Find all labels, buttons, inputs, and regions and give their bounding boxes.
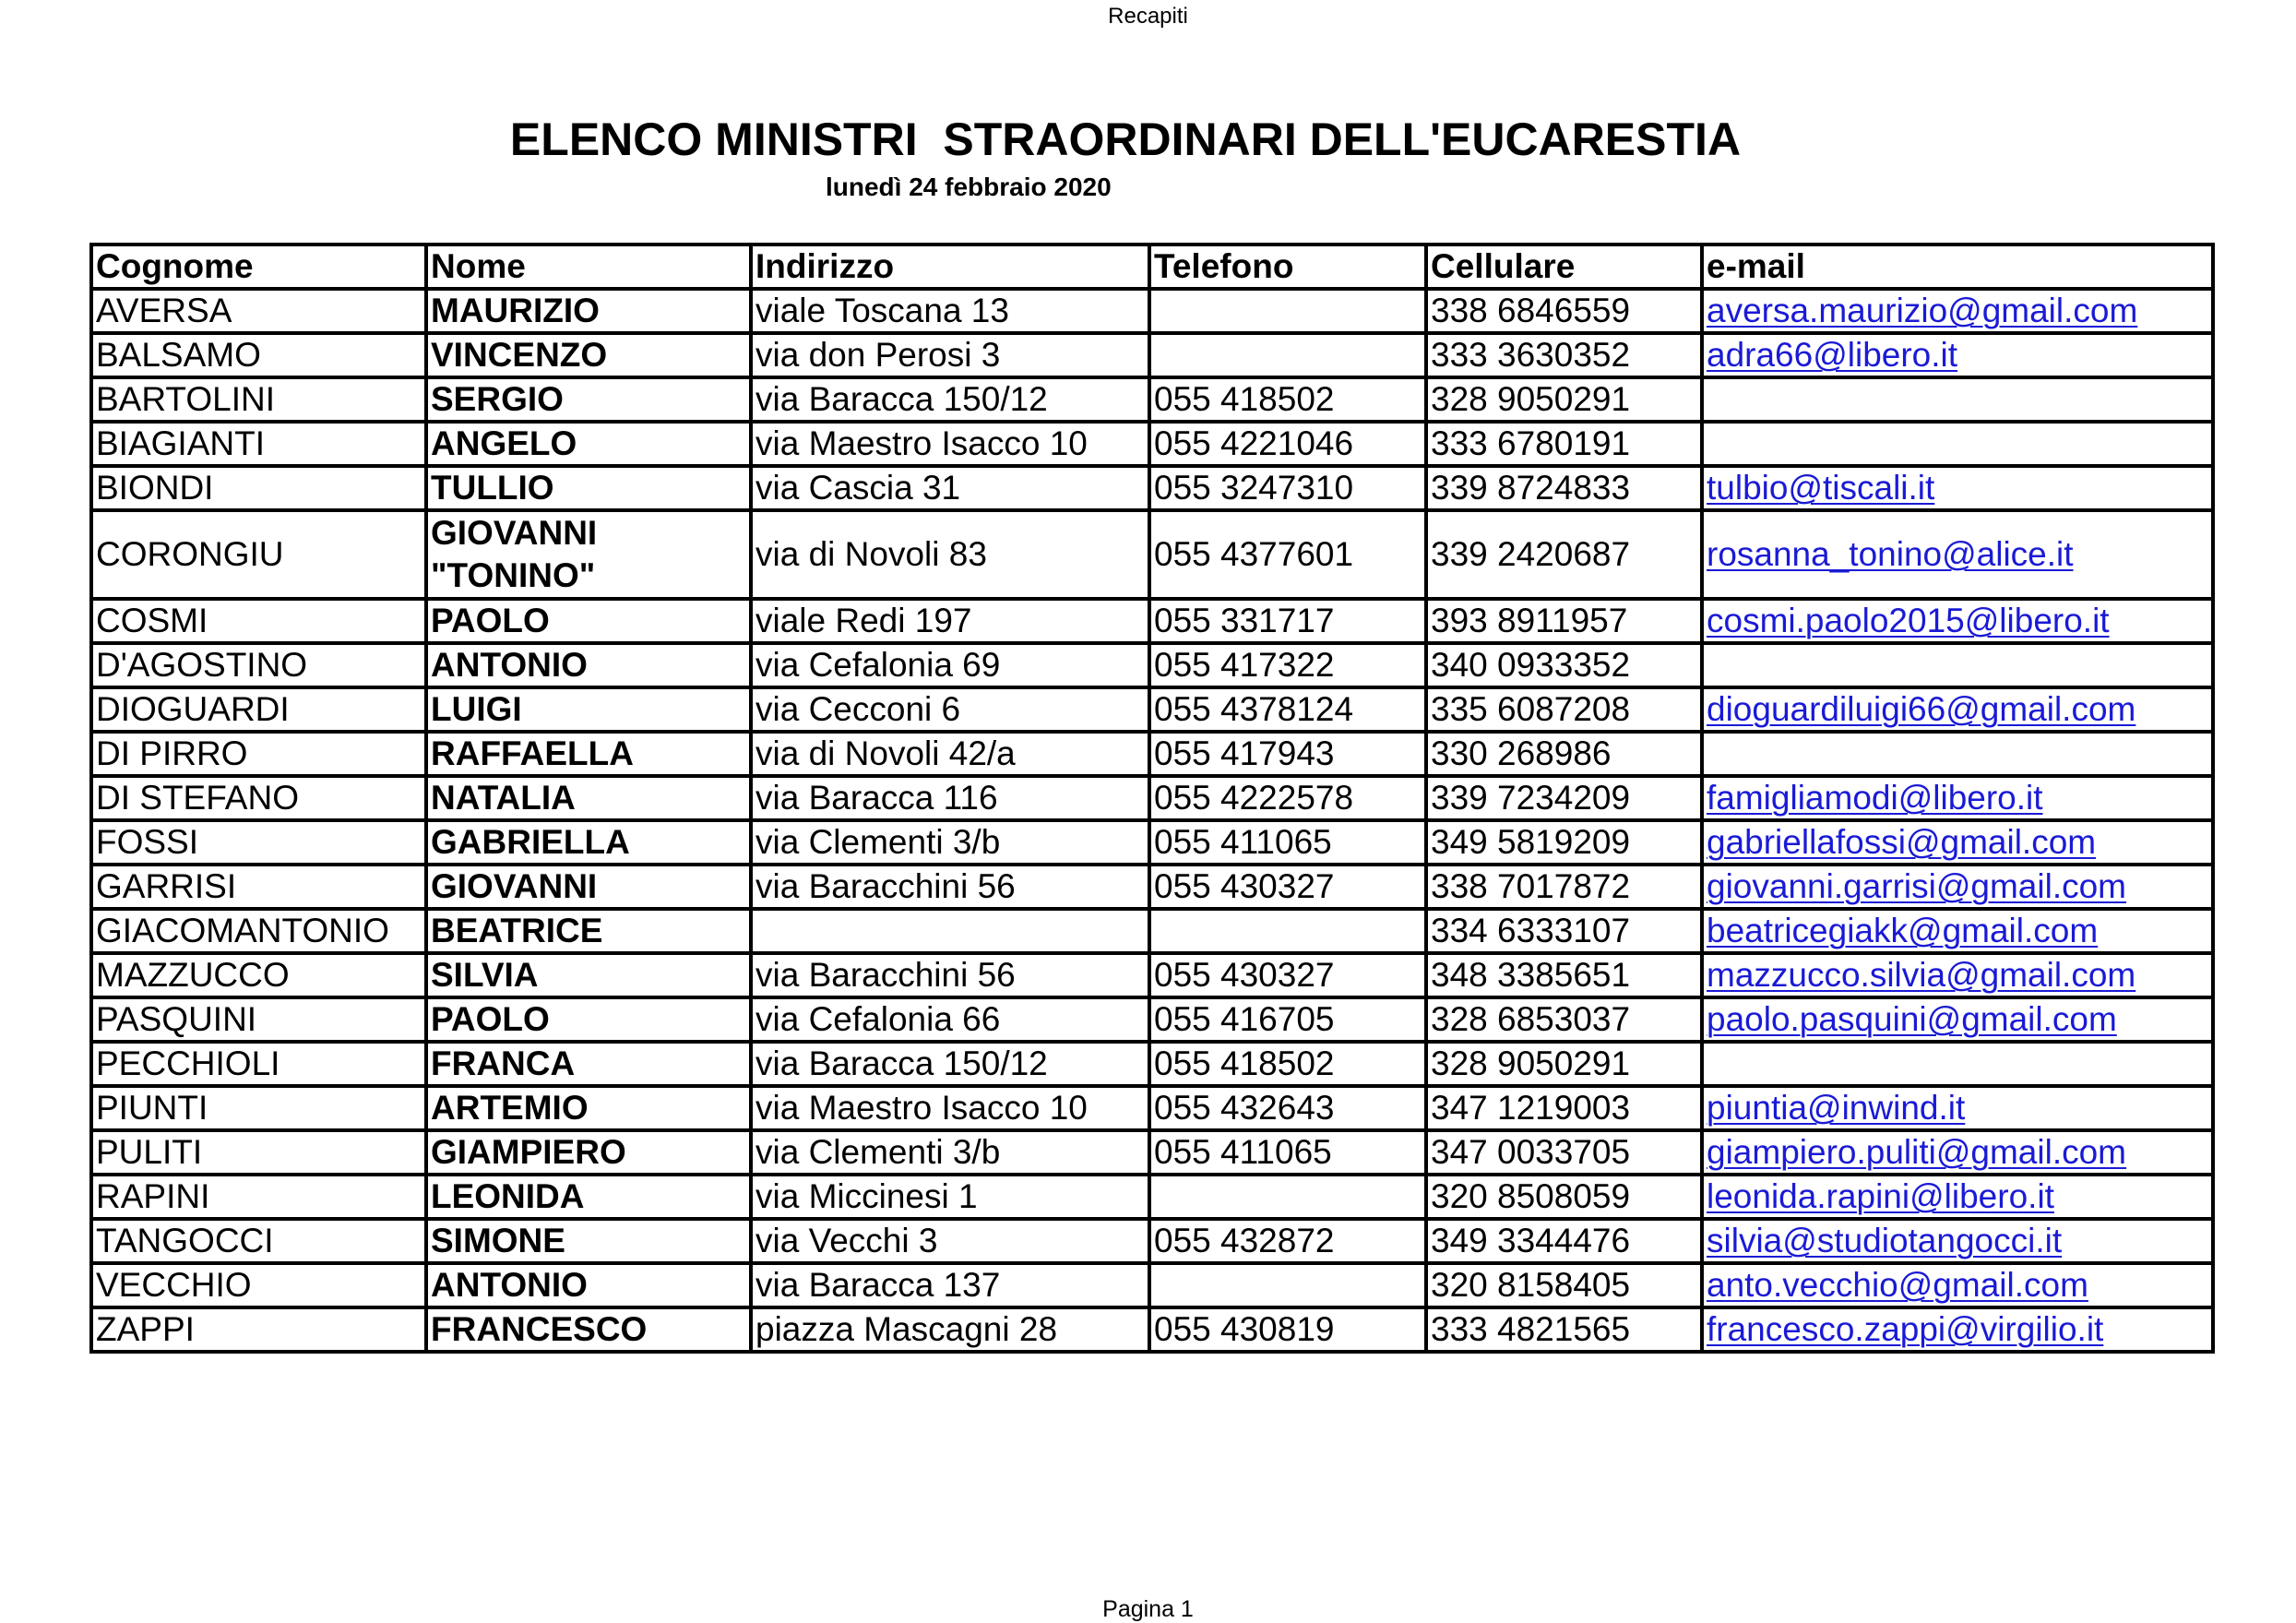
cell-cellulare: 393 8911957	[1426, 599, 1702, 643]
cell-cognome: FOSSI	[91, 820, 426, 865]
cell-nome: PAOLO	[426, 599, 751, 643]
table-row	[91, 1307, 2213, 1352]
cell-cognome: PIUNTI	[91, 1086, 426, 1130]
cell-cognome: PECCHIOLI	[91, 1042, 426, 1086]
cell-cellulare: 328 6853037	[1426, 997, 1702, 1042]
cell-email[interactable]: beatricegiakk@gmail.com	[1702, 909, 2213, 953]
cell-cognome: BIONDI	[91, 466, 426, 510]
cell-nome: ANGELO	[426, 422, 751, 466]
cell-email[interactable]: mazzucco.silvia@gmail.com	[1702, 953, 2213, 997]
cell-nome: NATALIA	[426, 776, 751, 820]
cell-nome: PAOLO	[426, 997, 751, 1042]
cell-indirizzo: via di Novoli 42/a	[751, 732, 1149, 776]
cell-cellulare: 320 8158405	[1426, 1263, 1702, 1307]
cell-indirizzo: via Baracchini 56	[751, 865, 1149, 909]
cell-email[interactable]: silvia@studiotangocci.it	[1702, 1219, 2213, 1263]
cell-email	[1702, 643, 2213, 687]
cell-email[interactable]: rosanna_tonino@alice.it	[1702, 510, 2213, 599]
table-row	[91, 1086, 2213, 1130]
column-header-cellulare: Cellulare	[1426, 245, 1702, 289]
cell-email[interactable]: francesco.zappi@virgilio.it	[1702, 1307, 2213, 1352]
cell-email	[1702, 732, 2213, 776]
cell-cognome: PULITI	[91, 1130, 426, 1175]
cell-cellulare: 335 6087208	[1426, 687, 1702, 732]
contacts-table	[89, 243, 2215, 1354]
table-row	[91, 1042, 2213, 1086]
cell-cognome: BIAGIANTI	[91, 422, 426, 466]
cell-nome: SILVIA	[426, 953, 751, 997]
cell-telefono	[1149, 1175, 1426, 1219]
cell-nome: GIOVANNI "TONINO"	[426, 510, 751, 599]
cell-cognome: TANGOCCI	[91, 1219, 426, 1263]
cell-indirizzo: viale Redi 197	[751, 599, 1149, 643]
cell-telefono	[1149, 909, 1426, 953]
cell-email[interactable]: gabriellafossi@gmail.com	[1702, 820, 2213, 865]
table-row	[91, 643, 2213, 687]
cell-cognome: ZAPPI	[91, 1307, 426, 1352]
cell-indirizzo: via Baracca 137	[751, 1263, 1149, 1307]
cell-cellulare: 320 8508059	[1426, 1175, 1702, 1219]
cell-telefono: 055 4222578	[1149, 776, 1426, 820]
cell-cognome: DIOGUARDI	[91, 687, 426, 732]
cell-nome: LEONIDA	[426, 1175, 751, 1219]
cell-indirizzo: via Baracca 150/12	[751, 377, 1149, 422]
cell-telefono: 055 430327	[1149, 865, 1426, 909]
cell-cellulare: 348 3385651	[1426, 953, 1702, 997]
cell-nome: FRANCESCO	[426, 1307, 751, 1352]
column-header-telefono: Telefono	[1149, 245, 1426, 289]
cell-email[interactable]: aversa.maurizio@gmail.com	[1702, 289, 2213, 333]
cell-cognome: VECCHIO	[91, 1263, 426, 1307]
table-row	[91, 997, 2213, 1042]
cell-indirizzo: via Cefalonia 66	[751, 997, 1149, 1042]
cell-email[interactable]: adra66@libero.it	[1702, 333, 2213, 377]
table-row	[91, 289, 2213, 333]
table-row	[91, 732, 2213, 776]
cell-indirizzo: via Baracchini 56	[751, 953, 1149, 997]
cell-telefono: 055 3247310	[1149, 466, 1426, 510]
cell-indirizzo: via Cefalonia 69	[751, 643, 1149, 687]
table-row	[91, 510, 2213, 599]
cell-nome: BEATRICE	[426, 909, 751, 953]
cell-indirizzo: via Cecconi 6	[751, 687, 1149, 732]
cell-email	[1702, 422, 2213, 466]
cell-telefono: 055 411065	[1149, 820, 1426, 865]
cell-cognome: RAPINI	[91, 1175, 426, 1219]
table-row	[91, 1175, 2213, 1219]
table-row	[91, 599, 2213, 643]
table-row	[91, 687, 2213, 732]
cell-cellulare: 347 1219003	[1426, 1086, 1702, 1130]
cell-cognome: PASQUINI	[91, 997, 426, 1042]
cell-indirizzo: via Clementi 3/b	[751, 820, 1149, 865]
cell-cognome: CORONGIU	[91, 510, 426, 599]
page-title: ELENCO MINISTRI STRAORDINARI DELL'EUCARESTIA	[509, 113, 1742, 165]
cell-telefono: 055 417322	[1149, 643, 1426, 687]
cell-indirizzo: piazza Mascagni 28	[751, 1307, 1149, 1352]
cell-nome: MAURIZIO	[426, 289, 751, 333]
page-subtitle-date: lunedì 24 febbraio 2020	[826, 173, 1112, 201]
cell-email	[1702, 377, 2213, 422]
cell-cellulare: 338 6846559	[1426, 289, 1702, 333]
cell-cognome: AVERSA	[91, 289, 426, 333]
cell-nome: GIAMPIERO	[426, 1130, 751, 1175]
cell-telefono: 055 432643	[1149, 1086, 1426, 1130]
cell-nome: RAFFAELLA	[426, 732, 751, 776]
cell-nome: GABRIELLA	[426, 820, 751, 865]
cell-email[interactable]: cosmi.paolo2015@libero.it	[1702, 599, 2213, 643]
column-header-email: e-mail	[1702, 245, 2213, 289]
table-row	[91, 776, 2213, 820]
cell-telefono: 055 417943	[1149, 732, 1426, 776]
cell-nome: SIMONE	[426, 1219, 751, 1263]
cell-indirizzo: via Clementi 3/b	[751, 1130, 1149, 1175]
cell-telefono	[1149, 289, 1426, 333]
cell-telefono: 055 411065	[1149, 1130, 1426, 1175]
cell-indirizzo: via Maestro Isacco 10	[751, 422, 1149, 466]
table-header-row	[91, 245, 2213, 289]
cell-cellulare: 339 7234209	[1426, 776, 1702, 820]
cell-cellulare: 330 268986	[1426, 732, 1702, 776]
table-row	[91, 1219, 2213, 1263]
cell-indirizzo: via Vecchi 3	[751, 1219, 1149, 1263]
cell-nome: ARTEMIO	[426, 1086, 751, 1130]
cell-cellulare: 347 0033705	[1426, 1130, 1702, 1175]
cell-cellulare: 340 0933352	[1426, 643, 1702, 687]
table-row	[91, 820, 2213, 865]
cell-cellulare: 339 8724833	[1426, 466, 1702, 510]
table-row	[91, 333, 2213, 377]
cell-cellulare: 349 5819209	[1426, 820, 1702, 865]
cell-indirizzo	[751, 909, 1149, 953]
table-row	[91, 909, 2213, 953]
column-header-cognome: Cognome	[91, 245, 426, 289]
cell-cognome: COSMI	[91, 599, 426, 643]
cell-telefono: 055 418502	[1149, 377, 1426, 422]
cell-telefono: 055 4221046	[1149, 422, 1426, 466]
cell-cognome: DI PIRRO	[91, 732, 426, 776]
cell-cognome: GIACOMANTONIO	[91, 909, 426, 953]
table-row	[91, 466, 2213, 510]
cell-indirizzo: via Miccinesi 1	[751, 1175, 1149, 1219]
cell-telefono: 055 331717	[1149, 599, 1426, 643]
cell-email[interactable]: tulbio@tiscali.it	[1702, 466, 2213, 510]
cell-indirizzo: via Baracca 116	[751, 776, 1149, 820]
cell-email[interactable]: paolo.pasquini@gmail.com	[1702, 997, 2213, 1042]
cell-cellulare: 339 2420687	[1426, 510, 1702, 599]
cell-telefono	[1149, 1263, 1426, 1307]
cell-indirizzo: via di Novoli 83	[751, 510, 1149, 599]
cell-cellulare: 328 9050291	[1426, 377, 1702, 422]
table-row	[91, 422, 2213, 466]
cell-telefono: 055 416705	[1149, 997, 1426, 1042]
cell-nome: SERGIO	[426, 377, 751, 422]
table-row	[91, 1130, 2213, 1175]
table-row	[91, 377, 2213, 422]
table-row	[91, 1263, 2213, 1307]
cell-email[interactable]: dioguardiluigi66@gmail.com	[1702, 687, 2213, 732]
cell-email	[1702, 1042, 2213, 1086]
cell-email[interactable]: anto.vecchio@gmail.com	[1702, 1263, 2213, 1307]
cell-cellulare: 334 6333107	[1426, 909, 1702, 953]
cell-telefono: 055 4377601	[1149, 510, 1426, 599]
cell-cognome: GARRISI	[91, 865, 426, 909]
page-footer: Pagina 1	[1102, 1596, 1194, 1622]
cell-indirizzo: via Cascia 31	[751, 466, 1149, 510]
cell-cognome: MAZZUCCO	[91, 953, 426, 997]
cell-email[interactable]: giovanni.garrisi@gmail.com	[1702, 865, 2213, 909]
cell-nome: GIOVANNI	[426, 865, 751, 909]
cell-indirizzo: via Baracca 150/12	[751, 1042, 1149, 1086]
cell-telefono: 055 432872	[1149, 1219, 1426, 1263]
table-row	[91, 953, 2213, 997]
column-header-nome: Nome	[426, 245, 751, 289]
cell-nome: ANTONIO	[426, 1263, 751, 1307]
cell-nome: ANTONIO	[426, 643, 751, 687]
cell-cellulare: 333 4821565	[1426, 1307, 1702, 1352]
cell-cellulare: 333 6780191	[1426, 422, 1702, 466]
cell-cognome: D'AGOSTINO	[91, 643, 426, 687]
cell-cellulare: 328 9050291	[1426, 1042, 1702, 1086]
cell-cognome: DI STEFANO	[91, 776, 426, 820]
cell-indirizzo: via don Perosi 3	[751, 333, 1149, 377]
cell-telefono: 055 418502	[1149, 1042, 1426, 1086]
page-header: Recapiti	[1108, 4, 1188, 29]
table-row	[91, 865, 2213, 909]
cell-telefono: 055 430327	[1149, 953, 1426, 997]
cell-nome: FRANCA	[426, 1042, 751, 1086]
column-header-indirizzo: Indirizzo	[751, 245, 1149, 289]
cell-nome: LUIGI	[426, 687, 751, 732]
cell-nome: TULLIO	[426, 466, 751, 510]
cell-cellulare: 333 3630352	[1426, 333, 1702, 377]
cell-indirizzo: via Maestro Isacco 10	[751, 1086, 1149, 1130]
cell-email[interactable]: leonida.rapini@libero.it	[1702, 1175, 2213, 1219]
cell-cellulare: 338 7017872	[1426, 865, 1702, 909]
cell-cellulare: 349 3344476	[1426, 1219, 1702, 1263]
cell-email[interactable]: famigliamodi@libero.it	[1702, 776, 2213, 820]
cell-nome: VINCENZO	[426, 333, 751, 377]
cell-email[interactable]: piuntia@inwind.it	[1702, 1086, 2213, 1130]
cell-indirizzo: viale Toscana 13	[751, 289, 1149, 333]
cell-cognome: BARTOLINI	[91, 377, 426, 422]
cell-telefono: 055 430819	[1149, 1307, 1426, 1352]
cell-telefono: 055 4378124	[1149, 687, 1426, 732]
cell-telefono	[1149, 333, 1426, 377]
cell-email[interactable]: giampiero.puliti@gmail.com	[1702, 1130, 2213, 1175]
cell-cognome: BALSAMO	[91, 333, 426, 377]
